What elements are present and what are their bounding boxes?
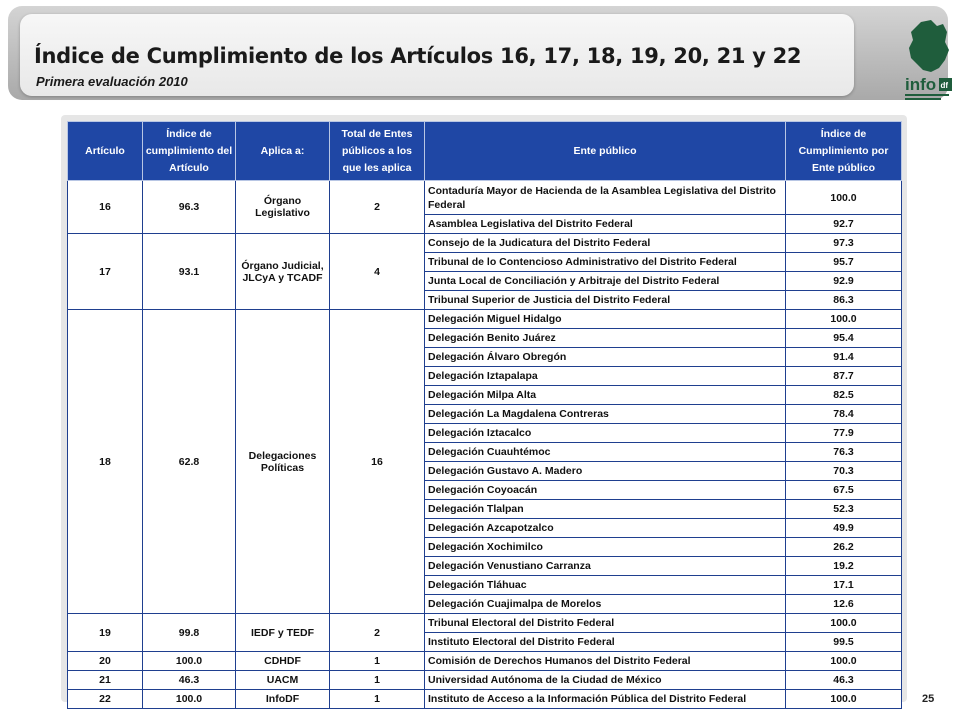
article-number-cell: 18 [68, 310, 143, 614]
entity-name-cell: Asamblea Legislativa del Distrito Federal [425, 215, 786, 234]
column-header-total-entes: Total de Entes públicos a los que les aplica [330, 122, 425, 181]
table-header-row [68, 122, 902, 181]
table-row [68, 181, 902, 215]
article-index-cell: 96.3 [143, 181, 236, 234]
entity-name-cell: Delegación Cuajimalpa de Morelos [425, 595, 786, 614]
table-row [68, 652, 902, 671]
page-title: Índice de Cumplimiento de los Artículos 16, 17, 18, 19, 20, 21 y 22 [34, 44, 802, 68]
table-row [68, 310, 902, 329]
entity-index-cell: 100.0 [786, 690, 902, 709]
article-index-cell: 99.8 [143, 614, 236, 652]
entity-index-cell: 100.0 [786, 310, 902, 329]
article-number-cell: 16 [68, 181, 143, 234]
entity-name-cell: Instituto Electoral del Distrito Federal [425, 633, 786, 652]
article-index-cell: 100.0 [143, 652, 236, 671]
column-header-ente-publico: Ente público [425, 122, 786, 181]
entity-name-cell: Delegación Gustavo A. Madero [425, 462, 786, 481]
entity-name-cell: Delegación Álvaro Obregón [425, 348, 786, 367]
entity-index-cell: 76.3 [786, 443, 902, 462]
table-container [61, 115, 907, 705]
applies-to-cell: Órgano Legislativo [236, 181, 330, 234]
article-number-cell: 20 [68, 652, 143, 671]
article-number-cell: 21 [68, 671, 143, 690]
entity-index-cell: 97.3 [786, 234, 902, 253]
entity-index-cell: 92.7 [786, 215, 902, 234]
table-row [68, 614, 902, 633]
title-banner [8, 6, 948, 100]
table-body [68, 181, 902, 709]
entity-name-cell: Delegación Coyoacán [425, 481, 786, 500]
entity-index-cell: 92.9 [786, 272, 902, 291]
entity-index-cell: 87.7 [786, 367, 902, 386]
table-row [68, 671, 902, 690]
entity-name-cell: Tribunal Electoral del Distrito Federal [425, 614, 786, 633]
applies-to-cell: Delegaciones Políticas [236, 310, 330, 614]
entity-name-cell: Comisión de Derechos Humanos del Distrito Federal [425, 652, 786, 671]
table-row [68, 234, 902, 253]
article-index-cell: 93.1 [143, 234, 236, 310]
total-entities-cell: 16 [330, 310, 425, 614]
entity-index-cell: 82.5 [786, 386, 902, 405]
total-entities-cell: 2 [330, 181, 425, 234]
column-header-indice-articulo: Índice de cumplimiento del Artículo [143, 122, 236, 181]
applies-to-cell: InfoDF [236, 690, 330, 709]
total-entities-cell: 2 [330, 614, 425, 652]
entity-name-cell: Delegación Miguel Hidalgo [425, 310, 786, 329]
entity-name-cell: Delegación Cuauhtémoc [425, 443, 786, 462]
entity-index-cell: 12.6 [786, 595, 902, 614]
total-entities-cell: 1 [330, 690, 425, 709]
map-icon [909, 20, 949, 72]
entity-index-cell: 49.9 [786, 519, 902, 538]
applies-to-cell: IEDF y TEDF [236, 614, 330, 652]
entity-name-cell: Universidad Autónoma de la Ciudad de México [425, 671, 786, 690]
entity-index-cell: 100.0 [786, 181, 902, 215]
entity-name-cell: Tribunal Superior de Justicia del Distrito Federal [425, 291, 786, 310]
entity-name-cell: Junta Local de Conciliación y Arbitraje del Distrito Federal [425, 272, 786, 291]
total-entities-cell: 1 [330, 652, 425, 671]
entity-index-cell: 95.4 [786, 329, 902, 348]
column-header-articulo: Artículo [68, 122, 143, 181]
entity-index-cell: 78.4 [786, 405, 902, 424]
entity-name-cell: Delegación Xochimilco [425, 538, 786, 557]
logo-suffix: df [940, 81, 949, 90]
entity-name-cell: Delegación Milpa Alta [425, 386, 786, 405]
article-number-cell: 22 [68, 690, 143, 709]
logo-text: info [905, 75, 937, 94]
entity-index-cell: 46.3 [786, 671, 902, 690]
entity-name-cell: Delegación Tlalpan [425, 500, 786, 519]
entity-name-cell: Delegación Azcapotzalco [425, 519, 786, 538]
column-header-aplica: Aplica a: [236, 122, 330, 181]
applies-to-cell: CDHDF [236, 652, 330, 671]
entity-name-cell: Delegación Iztapalapa [425, 367, 786, 386]
entity-name-cell: Delegación Tláhuac [425, 576, 786, 595]
entity-index-cell: 77.9 [786, 424, 902, 443]
entity-name-cell: Tribunal de lo Contencioso Administrativo del Distrito Federal [425, 253, 786, 272]
page-subtitle: Primera evaluación 2010 [36, 74, 188, 89]
page-number: 25 [922, 693, 935, 705]
column-header-indice-ente: Índice de Cumplimiento por Ente público [786, 122, 902, 181]
entity-name-cell: Instituto de Acceso a la Información Pública del Distrito Federal [425, 690, 786, 709]
entity-name-cell: Delegación Benito Juárez [425, 329, 786, 348]
entity-index-cell: 26.2 [786, 538, 902, 557]
entity-index-cell: 19.2 [786, 557, 902, 576]
total-entities-cell: 4 [330, 234, 425, 310]
entity-index-cell: 99.5 [786, 633, 902, 652]
entity-name-cell: Delegación Iztacalco [425, 424, 786, 443]
entity-index-cell: 17.1 [786, 576, 902, 595]
entity-name-cell: Delegación Venustiano Carranza [425, 557, 786, 576]
article-number-cell: 17 [68, 234, 143, 310]
entity-index-cell: 100.0 [786, 652, 902, 671]
entity-name-cell: Delegación La Magdalena Contreras [425, 405, 786, 424]
applies-to-cell: UACM [236, 671, 330, 690]
applies-to-cell: Órgano Judicial, JLCyA y TCADF [236, 234, 330, 310]
entity-index-cell: 95.7 [786, 253, 902, 272]
title-panel [20, 14, 854, 96]
entity-index-cell: 52.3 [786, 500, 902, 519]
compliance-table [67, 121, 902, 709]
entity-name-cell: Consejo de la Judicatura del Distrito Federal [425, 234, 786, 253]
entity-index-cell: 100.0 [786, 614, 902, 633]
article-index-cell: 100.0 [143, 690, 236, 709]
article-index-cell: 62.8 [143, 310, 236, 614]
total-entities-cell: 1 [330, 671, 425, 690]
entity-index-cell: 67.5 [786, 481, 902, 500]
infodf-logo [901, 18, 953, 103]
table-row [68, 690, 902, 709]
article-number-cell: 19 [68, 614, 143, 652]
entity-index-cell: 70.3 [786, 462, 902, 481]
article-index-cell: 46.3 [143, 671, 236, 690]
entity-index-cell: 86.3 [786, 291, 902, 310]
entity-index-cell: 91.4 [786, 348, 902, 367]
entity-name-cell: Contaduría Mayor de Hacienda de la Asamblea Legislativa del Distrito Federal [425, 181, 786, 215]
